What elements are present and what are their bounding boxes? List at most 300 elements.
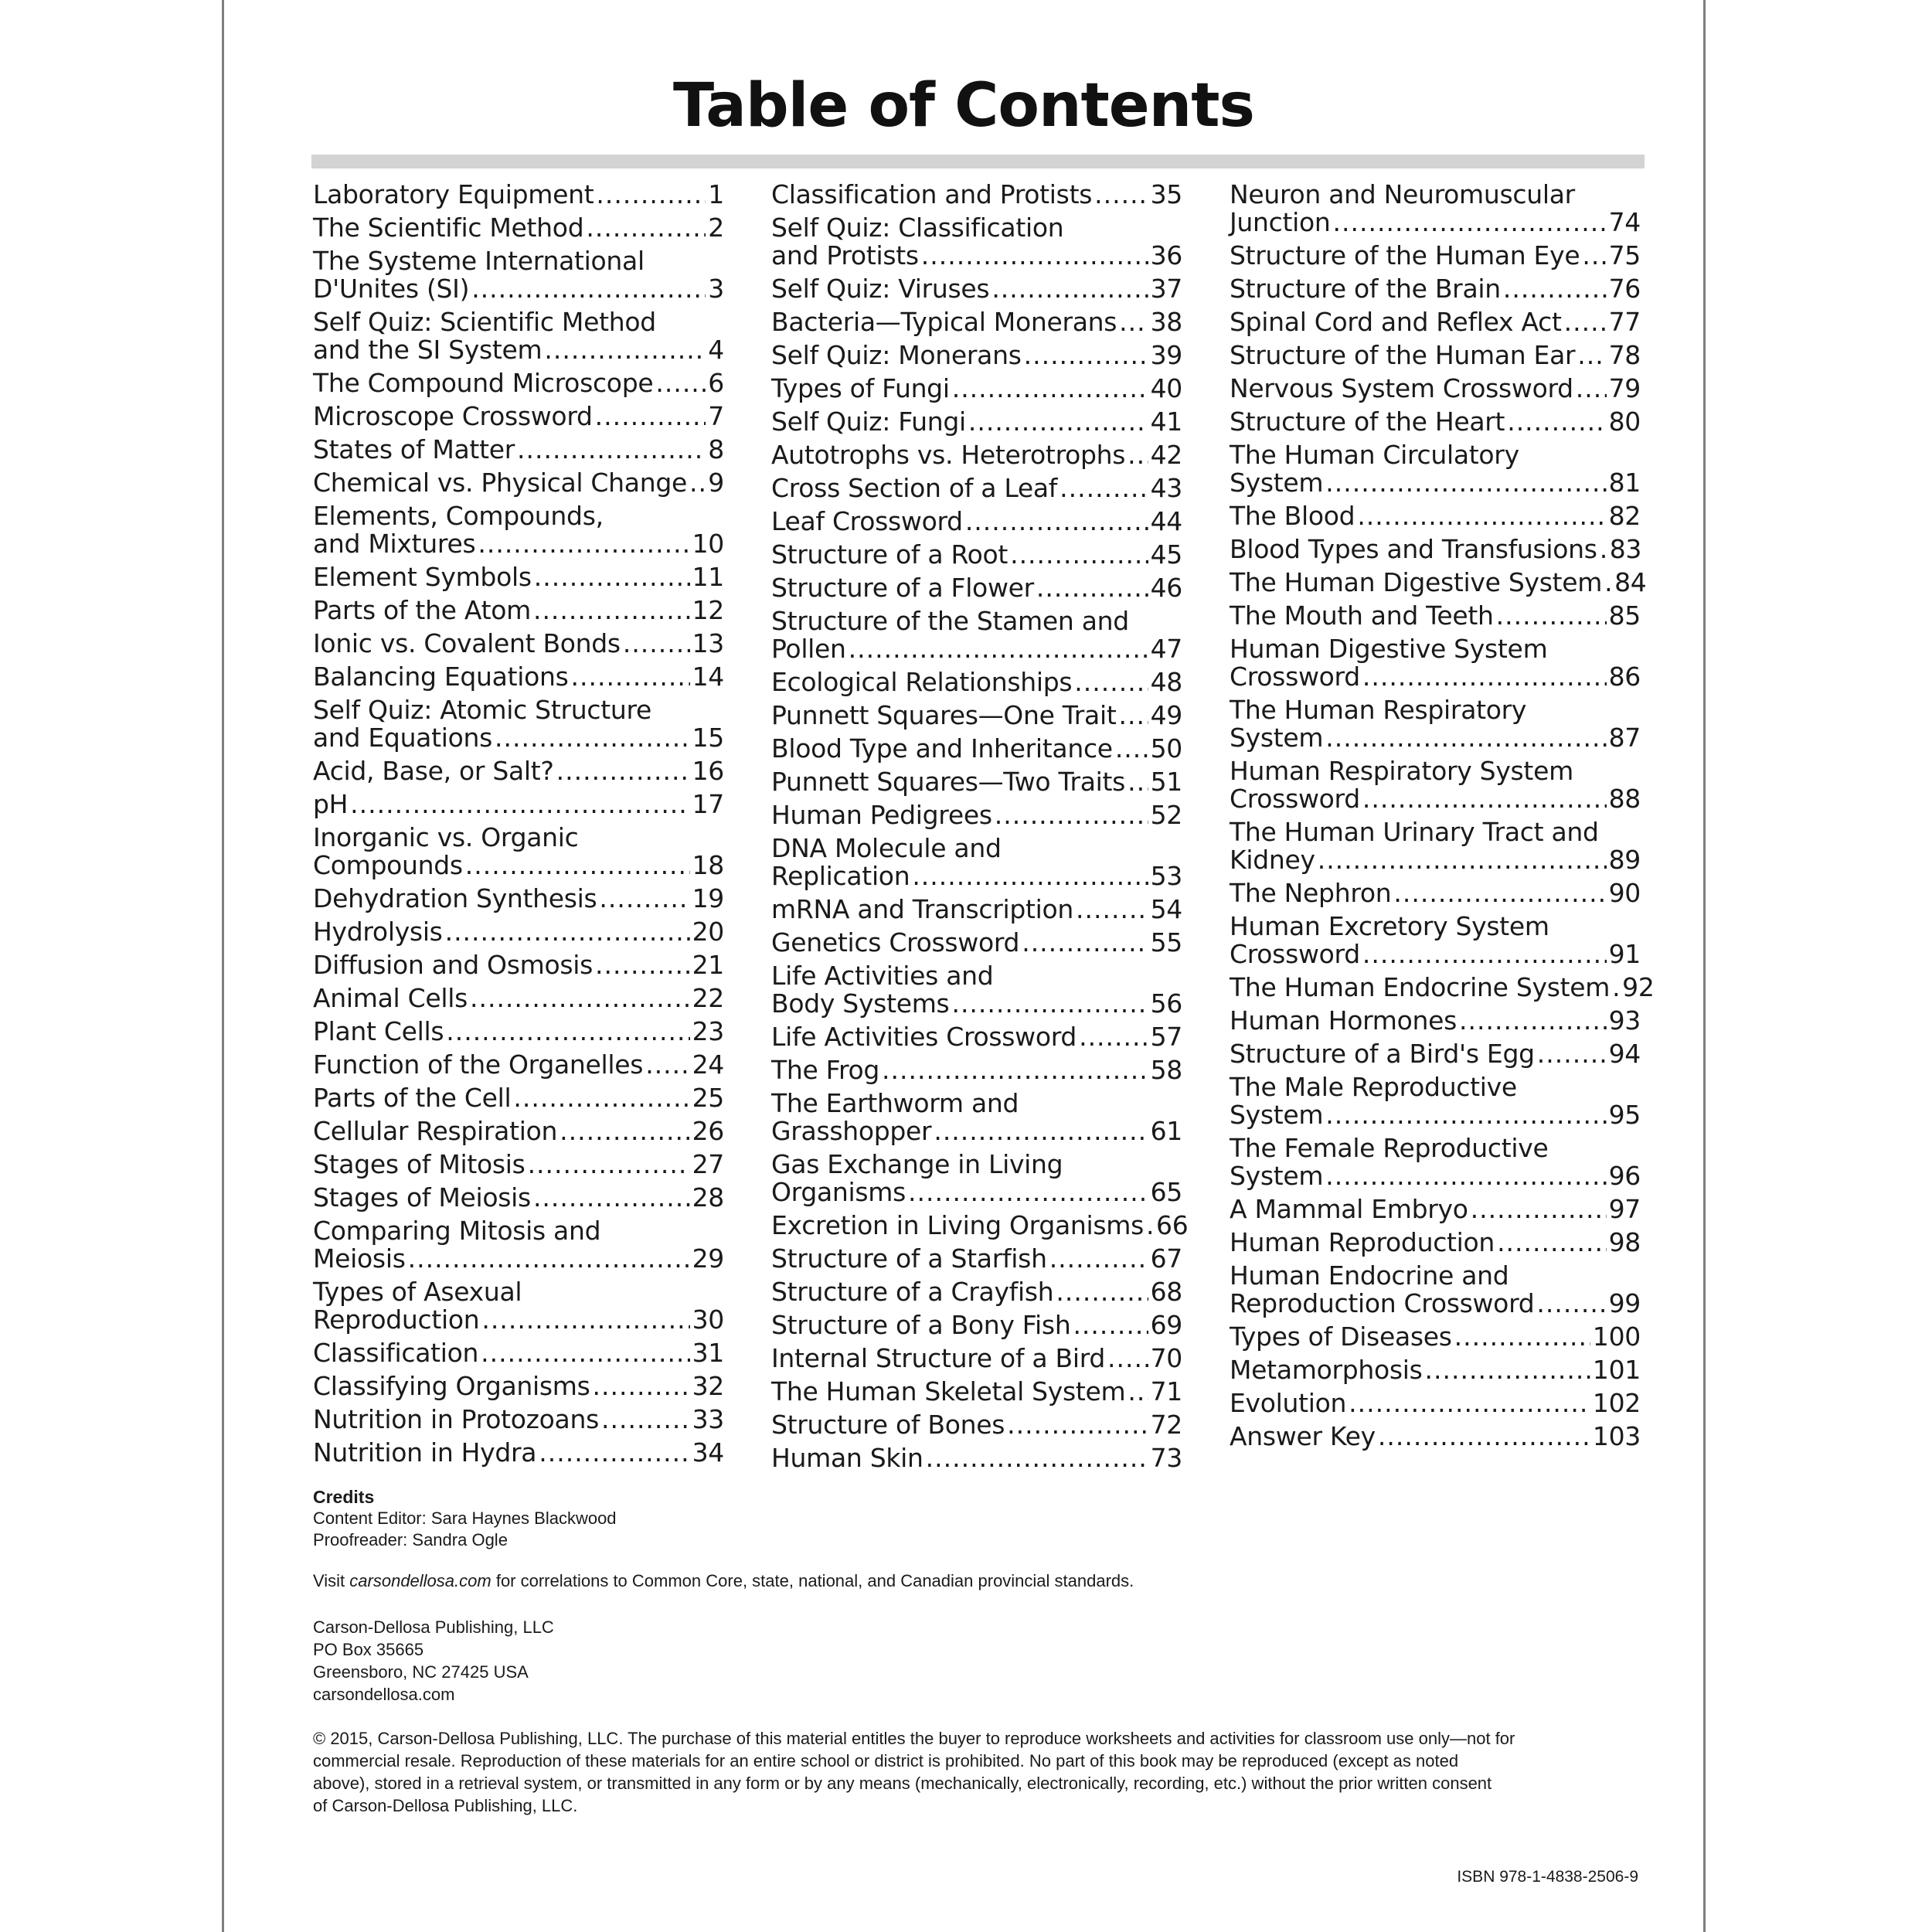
- dot-leader: [1612, 974, 1620, 1002]
- toc-entry[interactable]: [1230, 441, 1641, 497]
- toc-entry[interactable]: [313, 885, 724, 913]
- toc-entry[interactable]: [1230, 1196, 1641, 1223]
- toc-entry-line: [771, 1245, 1182, 1273]
- toc-entry-title: Structure of the Stamen and: [771, 606, 1129, 636]
- toc-entry[interactable]: [1230, 408, 1641, 436]
- dot-leader: [1022, 929, 1148, 957]
- toc-entry-line: [771, 607, 1182, 635]
- toc-entry-title: System: [1230, 723, 1324, 753]
- publisher-name: Carson-Dellosa Publishing, LLC: [313, 1617, 554, 1637]
- toc-entry-line: [771, 1056, 1182, 1084]
- toc-entry-title: Chemical vs. Physical Change: [313, 468, 687, 498]
- toc-entry[interactable]: [313, 1217, 724, 1273]
- toc-entry-title: Stages of Mitosis: [313, 1149, 526, 1179]
- toc-entry-title: Parts of the Atom: [313, 595, 531, 625]
- dot-leader: [952, 375, 1148, 403]
- toc-page-number: 25: [692, 1083, 724, 1113]
- dot-leader: [471, 275, 706, 303]
- dot-leader: [1049, 1245, 1148, 1273]
- dot-leader: [599, 885, 689, 913]
- toc-entry[interactable]: [771, 1210, 1189, 1240]
- dot-leader: [1333, 209, 1607, 236]
- toc-entry-title: The Earthworm and: [771, 1088, 1019, 1118]
- toc-entry[interactable]: [771, 1090, 1182, 1145]
- toc-entry-line: [313, 1151, 724, 1179]
- toc-entry[interactable]: [1230, 1389, 1641, 1417]
- toc-entry[interactable]: [313, 696, 724, 752]
- toc-entry-title: Types of Asexual: [313, 1277, 522, 1307]
- toc-page-number: 15: [692, 723, 724, 753]
- toc-entry[interactable]: [1230, 696, 1641, 752]
- toc-entry-title: Human Respiratory System: [1230, 756, 1573, 786]
- toc-entry[interactable]: [1230, 1229, 1641, 1257]
- toc-page-number: 89: [1608, 845, 1641, 875]
- toc-entry-title: Human Excretory System: [1230, 911, 1549, 941]
- toc-entry[interactable]: [1230, 1134, 1641, 1190]
- publisher-address: [313, 1616, 554, 1706]
- toc-entry[interactable]: [313, 403, 724, 430]
- dot-leader: [1378, 1423, 1590, 1451]
- dot-leader: [533, 1184, 690, 1212]
- toc-entry-line: [771, 541, 1182, 569]
- dot-leader: [1507, 408, 1606, 436]
- toc-entry[interactable]: [313, 247, 724, 303]
- toc-entry[interactable]: [1230, 879, 1641, 907]
- title-divider: [311, 155, 1645, 168]
- toc-entry-line: [1230, 724, 1641, 752]
- dot-leader: [560, 1117, 689, 1145]
- toc-entry-title: Pollen: [771, 634, 846, 664]
- dot-leader: [350, 791, 689, 818]
- toc-entry[interactable]: [313, 630, 724, 658]
- toc-page-number: 6: [708, 368, 724, 398]
- toc-entry[interactable]: [1230, 502, 1641, 530]
- dot-leader: [1576, 375, 1607, 403]
- toc-entry-line: [1230, 1229, 1641, 1257]
- toc-entry[interactable]: [313, 1151, 724, 1179]
- toc-entry-line: [1230, 242, 1641, 270]
- toc-entry[interactable]: [771, 735, 1182, 763]
- toc-page-number: 65: [1150, 1177, 1182, 1207]
- dot-leader: [1010, 541, 1148, 569]
- toc-page-number: 69: [1150, 1310, 1182, 1340]
- toc-entry-title: Crossword: [1230, 662, 1360, 692]
- toc-page-number: 27: [692, 1149, 724, 1179]
- toc-page-number: 52: [1150, 800, 1182, 830]
- toc-entry[interactable]: [1230, 1323, 1641, 1351]
- toc-entry-line: [313, 247, 724, 275]
- dot-leader: [408, 1245, 690, 1273]
- toc-entry[interactable]: [313, 1018, 724, 1046]
- toc-entry[interactable]: [771, 1151, 1182, 1206]
- toc-entry-title: Classifying Organisms: [313, 1371, 590, 1401]
- toc-entry-title: Human Pedigrees: [771, 800, 992, 830]
- dot-leader: [1503, 275, 1607, 303]
- dot-leader: [1119, 308, 1148, 336]
- toc-page-number: 10: [692, 529, 724, 559]
- toc-entry[interactable]: [1230, 181, 1641, 236]
- toc-entry-line: [313, 757, 724, 785]
- toc-entry[interactable]: [1230, 1262, 1641, 1318]
- dot-leader: [1454, 1323, 1590, 1351]
- toc-entry[interactable]: [313, 1339, 724, 1367]
- toc-entry[interactable]: [771, 929, 1182, 957]
- toc-entry-title: Metamorphosis: [1230, 1355, 1423, 1385]
- toc-page-number: 76: [1608, 274, 1641, 304]
- toc-entry-line: [1230, 1262, 1641, 1290]
- toc-entry[interactable]: [771, 1311, 1182, 1339]
- toc-entry[interactable]: [1230, 536, 1641, 563]
- publisher-website[interactable]: carsondellosa.com: [313, 1685, 455, 1704]
- toc-entry-line: [1230, 408, 1641, 436]
- toc-entry-title: Autotrophs vs. Heterotrophs: [771, 440, 1126, 470]
- dot-leader: [445, 918, 690, 946]
- dot-leader: [586, 214, 706, 242]
- toc-entry[interactable]: [1230, 757, 1641, 813]
- dot-leader: [1564, 308, 1607, 336]
- toc-entry-line: [1230, 879, 1641, 907]
- toc-entry-line: [1230, 441, 1641, 469]
- toc-entry[interactable]: [771, 668, 1182, 696]
- toc-page-number: 55: [1150, 927, 1182, 957]
- toc-entry-title: Animal Cells: [313, 983, 468, 1013]
- toc-entry[interactable]: [313, 1372, 724, 1400]
- toc-entry[interactable]: [771, 962, 1182, 1018]
- toc-entry[interactable]: [1230, 242, 1641, 270]
- toc-entry-line: [771, 1411, 1182, 1439]
- toc-entry[interactable]: [771, 1345, 1182, 1372]
- toc-page-number: 43: [1150, 473, 1182, 503]
- copyright-line: of Carson-Dellosa Publishing, LLC.: [313, 1796, 578, 1815]
- toc-entry[interactable]: [1230, 1423, 1641, 1451]
- toc-page-number: 26: [692, 1116, 724, 1146]
- toc-entry-line: [1230, 308, 1641, 336]
- toc-entry-title: Internal Structure of a Bird: [771, 1343, 1106, 1373]
- toc-entry-line: [1230, 275, 1641, 303]
- dot-leader: [1537, 1040, 1607, 1068]
- toc-entry-title: Body Systems: [771, 988, 950, 1019]
- toc-entry-title: Crossword: [1230, 784, 1360, 814]
- toc-entry-line: [1230, 342, 1641, 369]
- toc-entry-line: [313, 824, 724, 852]
- toc-entry[interactable]: [771, 474, 1182, 502]
- toc-entry[interactable]: [771, 1411, 1182, 1439]
- toc-entry-title: Replication: [771, 861, 910, 891]
- dot-leader: [1119, 702, 1148, 730]
- toc-entry[interactable]: [771, 375, 1182, 403]
- toc-entry-line: [1230, 818, 1641, 846]
- toc-entry[interactable]: [313, 1184, 724, 1212]
- dot-leader: [1582, 242, 1606, 270]
- toc-entry[interactable]: [1230, 1040, 1641, 1068]
- toc-entry[interactable]: [771, 214, 1182, 270]
- standards-note-prefix: Visit: [313, 1571, 350, 1590]
- dot-leader: [1076, 896, 1148, 923]
- toc-entry[interactable]: [1230, 1073, 1641, 1129]
- toc-entry[interactable]: [313, 1439, 724, 1467]
- toc-entry[interactable]: [313, 918, 724, 946]
- toc-entry-title: Classification and Protists: [771, 179, 1093, 209]
- toc-entry[interactable]: [771, 181, 1182, 209]
- toc-page-number: 78: [1608, 340, 1641, 370]
- toc-entry[interactable]: [771, 342, 1182, 369]
- toc-entry[interactable]: [313, 1117, 724, 1145]
- toc-entry-title: Microscope Crossword: [313, 401, 593, 431]
- toc-entry[interactable]: [771, 508, 1182, 536]
- toc-entry[interactable]: [1230, 1356, 1641, 1384]
- toc-entry[interactable]: [771, 1378, 1182, 1406]
- toc-entry-title: Self Quiz: Classification: [771, 213, 1064, 243]
- toc-entry[interactable]: [771, 275, 1182, 303]
- toc-entry-title: Ecological Relationships: [771, 667, 1073, 697]
- copyright-line: above), stored in a retrieval system, or transmitted in any form or by any means (mechanically, electronically, recording, etc.) without the prior written consent: [313, 1774, 1492, 1793]
- toc-entry[interactable]: [771, 308, 1182, 336]
- toc-entry-title: Elements, Compounds,: [313, 501, 604, 531]
- toc-entry[interactable]: [313, 1406, 724, 1434]
- toc-entry[interactable]: [771, 1245, 1182, 1273]
- toc-entry-line: [1230, 181, 1641, 209]
- toc-entry-line: [771, 1151, 1182, 1179]
- toc-entry-line: [771, 1345, 1182, 1372]
- toc-entry-line: [313, 1406, 724, 1434]
- toc-entry-title: Self Quiz: Fungi: [771, 406, 966, 437]
- dot-leader: [1056, 1278, 1148, 1306]
- toc-entry[interactable]: [1230, 972, 1655, 1002]
- toc-entry[interactable]: [771, 1444, 1182, 1472]
- toc-entry-title: Meiosis: [313, 1243, 406, 1274]
- toc-entry[interactable]: [313, 436, 724, 464]
- toc-page-number: 74: [1608, 207, 1641, 237]
- toc-entry[interactable]: [771, 835, 1182, 890]
- toc-entry-title: Neuron and Neuromuscular: [1230, 179, 1575, 209]
- toc-entry-title: Hydrolysis: [313, 917, 443, 947]
- toc-entry-line: [313, 1117, 724, 1145]
- toc-entry-line: [313, 1372, 724, 1400]
- toc-entry-line: [1230, 663, 1641, 691]
- toc-entry[interactable]: [313, 308, 724, 364]
- toc-entry[interactable]: [771, 768, 1182, 796]
- toc-column-1: [313, 181, 724, 1472]
- toc-entry[interactable]: [1230, 818, 1641, 874]
- toc-entry-line: [313, 985, 724, 1012]
- toc-entry[interactable]: [1230, 913, 1641, 968]
- toc-entry-line: [1230, 469, 1641, 497]
- toc-entry-line: [313, 951, 724, 979]
- toc-entry-title: Organisms: [771, 1177, 906, 1207]
- dot-leader: [513, 1084, 689, 1112]
- dot-leader: [995, 801, 1148, 829]
- toc-entry[interactable]: [771, 702, 1182, 730]
- toc-page-number: 47: [1150, 634, 1182, 664]
- dot-leader: [1146, 1212, 1154, 1240]
- dot-leader: [1362, 940, 1607, 968]
- toc-entry[interactable]: [313, 502, 724, 558]
- toc-entry[interactable]: [1230, 275, 1641, 303]
- toc-entry[interactable]: [313, 824, 724, 879]
- toc-entry-line: [771, 474, 1182, 502]
- isbn-number: ISBN 978-1-4838-2506-9: [1457, 1868, 1638, 1886]
- dot-leader: [1115, 735, 1148, 763]
- toc-entry-title: Life Activities Crossword: [771, 1022, 1077, 1052]
- toc-entry[interactable]: [313, 951, 724, 979]
- toc-entry-line: [313, 918, 724, 946]
- toc-entry[interactable]: [313, 469, 724, 497]
- toc-entry-line: [313, 852, 724, 879]
- toc-entry-line: [1230, 696, 1641, 724]
- copyright-line: commercial resale. Reproduction of these materials for an entire school or district is prohibited. No part of this book may be reproduced (except as noted: [313, 1751, 1459, 1770]
- toc-entry[interactable]: [771, 896, 1182, 923]
- toc-entry[interactable]: [771, 801, 1182, 829]
- toc-entry-line: [313, 563, 724, 591]
- toc-entry-line: [1230, 635, 1641, 663]
- dot-leader: [1425, 1356, 1590, 1384]
- toc-entry-line: [771, 735, 1182, 763]
- toc-entry[interactable]: [313, 214, 724, 242]
- toc-page-number: 61: [1150, 1116, 1182, 1146]
- toc-entry-line: [771, 275, 1182, 303]
- toc-page-number: 14: [692, 662, 724, 692]
- toc-page-number: 67: [1150, 1243, 1182, 1274]
- toc-page-number: 54: [1150, 894, 1182, 924]
- toc-entry[interactable]: [771, 441, 1182, 469]
- standards-site-link[interactable]: carsondellosa.com: [349, 1571, 492, 1590]
- toc-entry-title: Reproduction Crossword: [1230, 1288, 1535, 1318]
- toc-page-number: 53: [1150, 861, 1182, 891]
- dot-leader: [1074, 668, 1148, 696]
- dot-leader: [1600, 536, 1607, 563]
- toc-entry-title: Stages of Meiosis: [313, 1182, 531, 1213]
- toc-entry[interactable]: [771, 607, 1182, 663]
- toc-entry-line: [313, 275, 724, 303]
- toc-entry[interactable]: [771, 541, 1182, 569]
- toc-entry-line: [771, 1117, 1182, 1145]
- toc-page-number: 99: [1608, 1288, 1641, 1318]
- copyright-notice: [313, 1727, 1646, 1817]
- dot-leader: [934, 1117, 1148, 1145]
- toc-entry[interactable]: [1230, 308, 1641, 336]
- toc-entry-line: [1230, 785, 1641, 813]
- toc-entry-line: [771, 342, 1182, 369]
- toc-entry[interactable]: [313, 791, 724, 818]
- toc-entry-title: and Equations: [313, 723, 493, 753]
- toc-entry-title: Compounds: [313, 850, 463, 880]
- toc-entry-line: [313, 1439, 724, 1467]
- toc-entry-line: [313, 1051, 724, 1079]
- toc-entry-title: Types of Diseases: [1230, 1321, 1452, 1352]
- toc-entry-line: [313, 1245, 724, 1273]
- toc-page-number: 96: [1608, 1161, 1641, 1191]
- toc-entry-line: [771, 990, 1182, 1018]
- toc-entry[interactable]: [313, 985, 724, 1012]
- dot-leader: [470, 985, 690, 1012]
- toc-entry-title: Balancing Equations: [313, 662, 569, 692]
- dot-leader: [1325, 469, 1606, 497]
- toc-entry-line: [1230, 972, 1655, 1002]
- dot-leader: [623, 630, 690, 658]
- dot-leader: [849, 635, 1148, 663]
- toc-entry-title: Structure of a Bony Fish: [771, 1310, 1071, 1340]
- toc-entry[interactable]: [1230, 567, 1647, 597]
- toc-entry[interactable]: [771, 1056, 1182, 1084]
- toc-entry[interactable]: [313, 1051, 724, 1079]
- toc-entry-title: Acid, Base, or Salt?: [313, 756, 554, 786]
- toc-entry-title: Classification: [313, 1338, 479, 1368]
- toc-page-number: 8: [708, 434, 724, 464]
- toc-entry[interactable]: [313, 181, 724, 209]
- toc-page-number: 30: [692, 1304, 724, 1335]
- toc-entry-title: Human Skin: [771, 1443, 923, 1473]
- dot-leader: [1073, 1311, 1148, 1339]
- toc-entry-line: [1230, 502, 1641, 530]
- toc-entry[interactable]: [771, 574, 1182, 602]
- dot-leader: [593, 1372, 690, 1400]
- toc-entry[interactable]: [313, 563, 724, 591]
- toc-page-number: 100: [1592, 1321, 1641, 1352]
- dot-leader: [908, 1179, 1148, 1206]
- toc-entry-line: [771, 441, 1182, 469]
- toc-entry[interactable]: [771, 1278, 1182, 1306]
- toc-entry-line: [1230, 1423, 1641, 1451]
- dot-leader: [1079, 1023, 1148, 1051]
- toc-entry-title: Cellular Respiration: [313, 1116, 558, 1146]
- toc-entry-title: Gas Exchange in Living: [771, 1149, 1063, 1179]
- toc-entry-title: Laboratory Equipment: [313, 179, 594, 209]
- toc-entry-title: Self Quiz: Viruses: [771, 274, 990, 304]
- toc-entry[interactable]: [313, 597, 724, 624]
- toc-page-number: 68: [1150, 1277, 1182, 1307]
- toc-entry-line: [771, 668, 1182, 696]
- toc-entry-line: [1230, 567, 1647, 597]
- toc-entry[interactable]: [313, 369, 724, 397]
- standards-note: [313, 1571, 1134, 1591]
- toc-entry[interactable]: [1230, 375, 1641, 403]
- toc-entry-line: [771, 862, 1182, 890]
- publisher-city: Greensboro, NC 27425 USA: [313, 1662, 529, 1682]
- toc-page-number: 2: [708, 213, 724, 243]
- toc-entry[interactable]: [313, 757, 724, 785]
- toc-entry[interactable]: [1230, 635, 1641, 691]
- toc-entry-title: Nervous System Crossword: [1230, 373, 1573, 403]
- toc-entry-title: States of Matter: [313, 434, 515, 464]
- toc-entry[interactable]: [1230, 342, 1641, 369]
- toc-entry-line: [313, 1018, 724, 1046]
- toc-entry-line: [313, 181, 724, 209]
- toc-entry[interactable]: [1230, 602, 1641, 630]
- dot-leader: [1604, 569, 1612, 597]
- toc-page-number: 87: [1608, 723, 1641, 753]
- dot-leader: [601, 1406, 690, 1434]
- toc-entry[interactable]: [1230, 1007, 1641, 1035]
- toc-entry[interactable]: [771, 408, 1182, 436]
- toc-entry-title: Punnett Squares—One Trait: [771, 700, 1117, 730]
- toc-entry-line: [771, 574, 1182, 602]
- toc-entry[interactable]: [313, 663, 724, 691]
- toc-page-number: 42: [1150, 440, 1182, 470]
- dot-leader: [495, 724, 690, 752]
- toc-entry-line: [1230, 1196, 1641, 1223]
- toc-entry[interactable]: [313, 1084, 724, 1112]
- toc-entry[interactable]: [313, 1278, 724, 1334]
- toc-entry-title: mRNA and Transcription: [771, 894, 1074, 924]
- toc-page-number: 23: [692, 1016, 724, 1046]
- toc-entry[interactable]: [771, 1023, 1182, 1051]
- toc-entry-title: Life Activities and: [771, 961, 994, 991]
- toc-page-number: 57: [1150, 1022, 1182, 1052]
- dot-leader: [1325, 1101, 1606, 1129]
- dot-leader: [1459, 1007, 1607, 1035]
- toc-page-number: 38: [1150, 307, 1182, 337]
- toc-entry-line: [771, 835, 1182, 862]
